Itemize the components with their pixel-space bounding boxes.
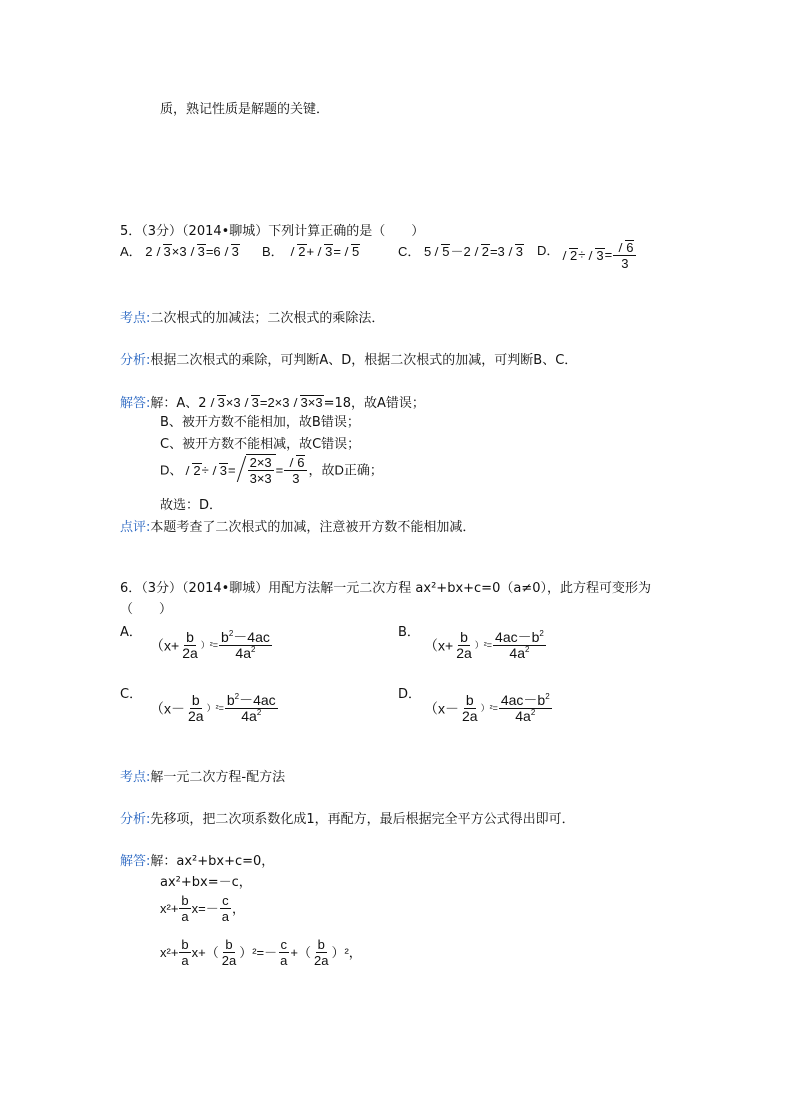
fenxi-label: 分析: bbox=[120, 812, 151, 827]
q6-jieda-1 bbox=[120, 855, 274, 868]
q5-option-b bbox=[262, 244, 360, 259]
q5-option-a-label: A． bbox=[120, 244, 142, 259]
q5-option-d-label: D． bbox=[537, 243, 560, 258]
q5-option-b-formula: 2+ 3= 5 bbox=[287, 244, 360, 259]
jieda-d-prefix: D、 bbox=[160, 462, 183, 478]
q6-option-c-label: C． bbox=[120, 687, 143, 702]
q6-option-c-formula: （x－ $\frac{b}{2a}$ ）²= $\frac{b^2-4ac}{4a^2}$ bbox=[150, 692, 276, 724]
q5-option-b-label: B． bbox=[262, 244, 284, 259]
q5-dianping bbox=[120, 521, 475, 534]
q5-option-a-formula: 2 3×3 3=6 3 bbox=[145, 244, 239, 259]
q5-option-d bbox=[537, 244, 559, 257]
q5-options bbox=[120, 244, 240, 259]
q5-option-c-formula: 5 5－2 2=3 3 bbox=[424, 244, 524, 259]
kaodian-text: 解一元二次方程-配方法 bbox=[150, 770, 286, 785]
q6-header-cont: （ ） bbox=[120, 602, 173, 617]
q5-guxuan: 故选：D． bbox=[160, 498, 223, 513]
jieda-a-prefix: 解：A、2 bbox=[150, 396, 207, 411]
continuation-line: 质，熟记性质是解题的关键． bbox=[160, 102, 330, 117]
q5-fenxi bbox=[120, 354, 577, 367]
dianping-label: 点评: bbox=[120, 520, 151, 535]
q5-option-c-label: C． bbox=[398, 244, 421, 259]
q6-option-d-formula: （x－ $\frac{b}{2a}$ ）²= $\frac{4ac-b^2}{4a^2}$ bbox=[424, 692, 550, 724]
fenxi-text: 先移项，把二次项系数化成1，再配方，最后根据完全平方公式得出即可． bbox=[150, 812, 575, 827]
jieda-d-suffix: ，故D正确； bbox=[308, 462, 383, 478]
kaodian-label: 考点: bbox=[120, 311, 151, 326]
q6-header: 6．（3分）（2014•聊城）用配方法解一元二次方程 ax²+bx+c=0（a≠0），此方程可变形为 bbox=[120, 581, 651, 596]
q5-jieda-c: C、被开方数不能相减，故C错误； bbox=[160, 437, 361, 452]
q5-option-d-formula: 2÷ 3= $\frac{6}{3}$ bbox=[559, 240, 637, 271]
q6-jieda-2: ax²+bx=－c， bbox=[160, 875, 252, 890]
jieda-label: 解答: bbox=[120, 396, 151, 411]
q6-kaodian bbox=[120, 771, 285, 784]
q6-jieda-3: x²+ $\frac{b}{a}$ x=－ $\frac{c}{a}$ ， bbox=[160, 893, 245, 924]
kaodian-text: 二次根式的加减法；二次根式的乘除法． bbox=[150, 311, 385, 326]
q6-option-a-label: A． bbox=[120, 625, 142, 640]
q6-option-d-label: D． bbox=[398, 687, 422, 702]
q6-option-b-formula: （x+ $\frac{b}{2a}$ ）²= $\frac{4ac-b^2}{4a^2}$ bbox=[424, 629, 544, 661]
q5-jieda-d: D、 2÷ 3= $\frac{2\times 3}{3\times 3}$ = $\frac{6}{3}$ ，故D正确； bbox=[160, 454, 383, 486]
kaodian-label: 考点: bbox=[120, 770, 151, 785]
q5-jieda-b: B、被开方数不能相加，故B错误； bbox=[160, 415, 360, 430]
q6-option-a-formula: （x+ $\frac{b}{2a}$ ）²= $\frac{b^2-4ac}{4a^2}$ bbox=[150, 629, 270, 661]
fenxi-text: 根据二次根式的乘除，可判断A、D，根据二次根式的加减，可判断B、C． bbox=[150, 353, 578, 368]
q6-option-b-label: B． bbox=[398, 625, 420, 640]
q5-option-c bbox=[398, 244, 524, 259]
jieda-a-suffix: =18，故A错误； bbox=[323, 396, 425, 411]
jieda-label: 解答: bbox=[120, 854, 151, 869]
jieda-a-formula: 3×3 3=2×3 3×3 bbox=[207, 395, 324, 410]
q5-header: 5．（3分）（2014•聊城）下列计算正确的是（ ） bbox=[120, 224, 425, 239]
q5-kaodian bbox=[120, 312, 384, 325]
jieda-line1: 解：ax²+bx+c=0， bbox=[150, 854, 275, 869]
q6-fenxi bbox=[120, 813, 575, 826]
dianping-text: 本题考查了二次根式的加减，注意被开方数不能相加减． bbox=[150, 520, 476, 535]
q6-jieda-4: x²+ $\frac{b}{a}$ x+（ $\frac{b}{2a}$ ）²=－ $\frac{c}{a}$ +（ $\frac{b}{2a}$ ）²， bbox=[160, 937, 362, 968]
q5-jieda-a bbox=[120, 395, 425, 410]
fenxi-label: 分析: bbox=[120, 353, 151, 368]
